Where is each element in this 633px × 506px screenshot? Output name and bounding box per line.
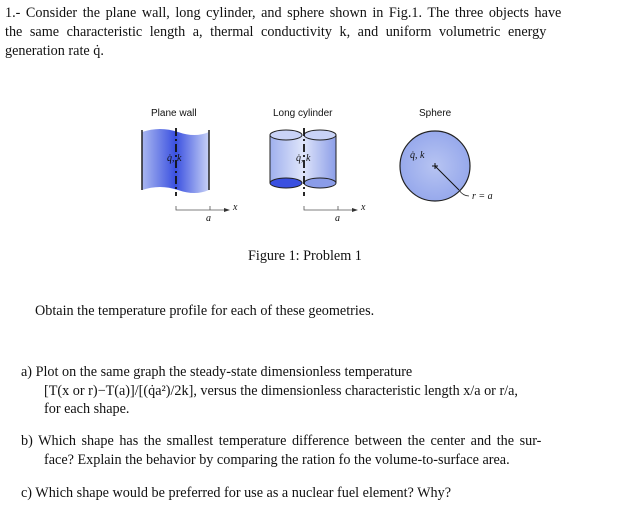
qk-label: q̇, k — [167, 153, 182, 164]
question-c: c) Which shape would be preferred for use as a nuclear fuel element? Why? — [21, 485, 452, 501]
qk-label: q̇, k — [410, 150, 425, 161]
label-sphere: Sphere — [419, 108, 452, 119]
intro-line: generation rate q̇. — [5, 43, 104, 59]
plane-wall-figure — [142, 128, 230, 212]
figure-caption: Figure 1: Problem 1 — [248, 248, 362, 264]
long-cylinder-figure — [270, 128, 358, 212]
radius-label: r = a — [472, 191, 493, 202]
label-plane-wall: Plane wall — [151, 108, 197, 119]
question-a: for each shape. — [44, 401, 130, 417]
x-axis-label: x — [361, 202, 366, 213]
label-long-cylinder: Long cylinder — [273, 108, 333, 119]
task-text: Obtain the temperature profile for each of these geometries. — [35, 303, 375, 319]
sphere-figure — [400, 131, 470, 201]
qk-label: q̇, k — [296, 153, 311, 164]
x-axis-label: x — [233, 202, 238, 213]
question-a: a) Plot on the same graph the steady-state dimensionless temperature — [21, 364, 413, 380]
a-label: a — [335, 213, 340, 224]
question-b: face? Explain the behavior by comparing the ration fo the volume-to-surface area. — [44, 452, 510, 468]
question-a: [T(x or r)−T(a)]/[(q̇a²)/2k], versus the dimensionless characteristic length x/a or r/a, — [44, 383, 518, 399]
question-b: b) Which shape has the smallest temperature difference between the center and the sur- — [21, 433, 542, 449]
intro-line: the same characteristic length a, thermal conductivity k, and uniform volumetric energy — [5, 24, 547, 40]
a-label: a — [206, 213, 211, 224]
intro-line: 1.- Consider the plane wall, long cylinder, and sphere shown in Fig.1. The three objects have — [5, 5, 562, 21]
